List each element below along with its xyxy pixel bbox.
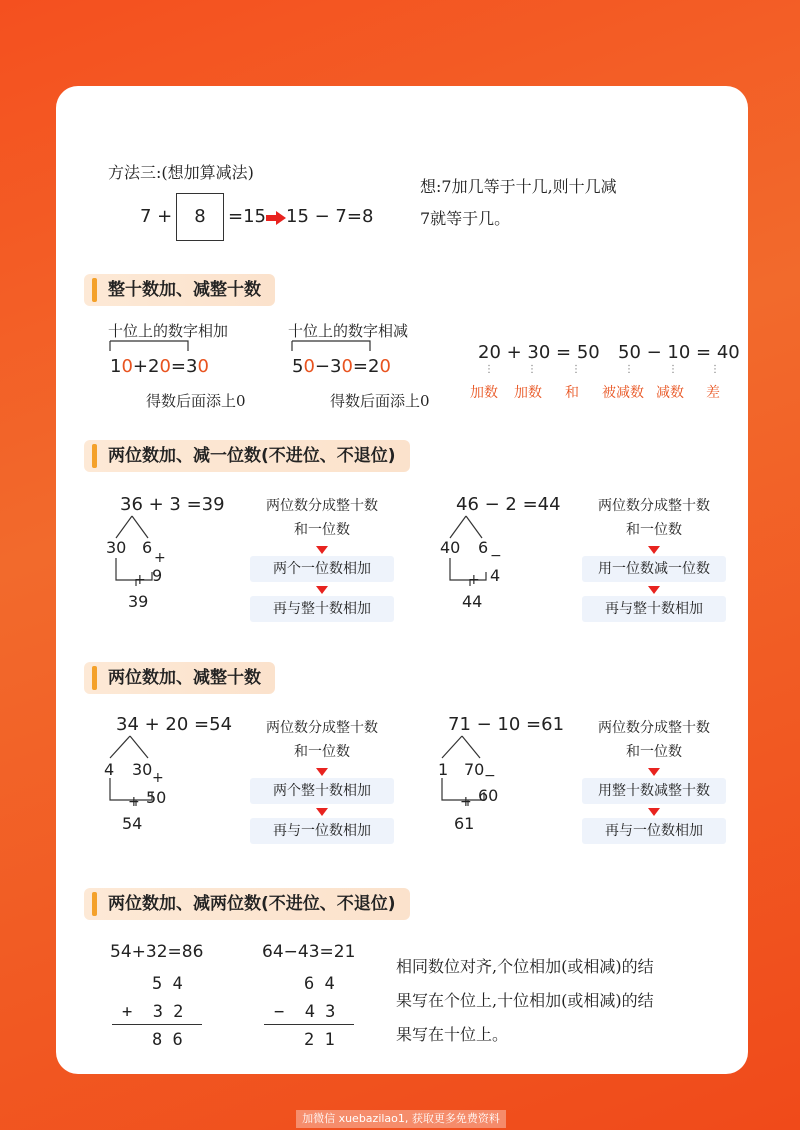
label-sum: 和	[565, 385, 579, 401]
decomp-equation: 34 + 20 =54	[116, 714, 233, 735]
step-flow	[250, 716, 394, 844]
vertical-row: 8 6	[152, 1030, 183, 1050]
decomp-equation: 36 + 3 =39	[120, 494, 225, 515]
vertical-row: 2 1	[304, 1030, 335, 1050]
op-sign: +	[134, 572, 146, 588]
decomp-ones: 30	[132, 760, 153, 779]
vertical-row: − 4 3	[274, 1002, 336, 1022]
step-box: 再与一位数相加	[582, 818, 726, 844]
vertical-add-equation: 54+32=86	[110, 942, 204, 962]
vertical-row: 6 4	[304, 974, 335, 994]
section-title: 两位数加、减两位数(不进位、不退位)	[108, 894, 396, 914]
step-text: 两位数分成整十数	[598, 498, 710, 514]
method3-think-line2: 7就等于几。	[420, 209, 511, 228]
red-arrow-icon	[266, 210, 286, 229]
step-box: 再与整十数相加	[250, 596, 394, 622]
dot-connector: ⋮	[484, 364, 494, 375]
section-title: 两位数加、减一位数(不进位、不退位)	[108, 446, 396, 466]
rule-line: 果写在个位上,十位相加(或相减)的结	[396, 991, 654, 1010]
decomp-partial: 50	[146, 788, 167, 807]
decomp-result: 61	[454, 814, 475, 833]
step-flow	[582, 494, 726, 622]
step-text: 和一位数	[626, 744, 682, 760]
step-text: 两位数分成整十数	[266, 720, 378, 736]
decomp-tens: 30	[106, 538, 127, 557]
answer-box	[176, 193, 224, 241]
decomp-partial: 9	[152, 566, 163, 585]
decomp-ones: 6	[142, 538, 153, 557]
down-arrow-icon	[648, 586, 660, 594]
step-text: 两位数分成整十数	[266, 498, 378, 514]
sub-caption: 十位上的数字相减	[288, 322, 409, 340]
add-eq-zero: 0	[121, 356, 133, 377]
header-bar	[92, 892, 97, 916]
op-sign: −	[484, 768, 496, 784]
label-addend: 加数	[514, 385, 542, 401]
sub-eq-zero: 0	[379, 356, 391, 377]
decomp-equation: 46 − 2 =44	[456, 494, 561, 515]
sub-eq	[292, 356, 391, 377]
dot-connector: ⋮	[668, 364, 678, 375]
down-arrow-icon	[648, 546, 660, 554]
bracket-line	[108, 338, 190, 357]
add-eq-part: +2	[132, 356, 160, 377]
add-example: 20 + 30 = 50	[478, 342, 600, 363]
sum-line	[112, 1024, 202, 1025]
add-eq	[110, 356, 209, 377]
answer-box-value: 8	[194, 206, 206, 227]
section-title: 整十数加、减整十数	[108, 280, 261, 300]
step-text: 和一位数	[626, 522, 682, 538]
bracket-line	[290, 338, 372, 357]
method3-eq-mid: =15	[228, 206, 266, 227]
section-header-3	[84, 662, 275, 694]
decomp-result: 44	[462, 592, 483, 611]
step-text: 和一位数	[294, 744, 350, 760]
sub-eq-part: =2	[352, 356, 380, 377]
decomp-partial: 60	[478, 786, 499, 805]
dot-connector: ⋮	[527, 364, 537, 375]
op-sign: +	[152, 770, 164, 786]
header-bar	[92, 444, 97, 468]
step-box: 用整十数减整十数	[582, 778, 726, 804]
decomp-tens: 4	[104, 760, 115, 779]
decomp-result: 54	[122, 814, 143, 833]
method3-eq-left: 7 +	[140, 206, 173, 227]
add-note: 得数后面添上0	[146, 392, 246, 410]
op-sign: +	[460, 794, 472, 810]
down-arrow-icon	[648, 768, 660, 776]
header-bar	[92, 666, 97, 690]
method3-think-line1: 想:7加几等于十几,则十几减	[420, 177, 617, 196]
section-title: 两位数加、减整十数	[108, 668, 261, 688]
sub-note: 得数后面添上0	[330, 392, 430, 410]
step-text: 和一位数	[294, 522, 350, 538]
decomp-result: 39	[128, 592, 149, 611]
label-difference: 差	[706, 385, 720, 401]
down-arrow-icon	[648, 808, 660, 816]
down-arrow-icon	[316, 546, 328, 554]
add-eq-zero: 0	[159, 356, 171, 377]
step-box: 两个一位数相加	[250, 556, 394, 582]
step-box: 再与整十数相加	[582, 596, 726, 622]
sub-eq-part: −3	[314, 356, 342, 377]
header-bar	[92, 278, 97, 302]
decomp-tens: 40	[440, 538, 461, 557]
dot-connector: ⋮	[571, 364, 581, 375]
op-sign: +	[154, 550, 166, 566]
add-caption: 十位上的数字相加	[108, 322, 229, 340]
rule-text	[396, 950, 654, 1052]
add-eq-part: 1	[110, 356, 122, 377]
decomp-partial: 4	[490, 566, 501, 585]
down-arrow-icon	[316, 586, 328, 594]
label-minuend: 被减数	[602, 385, 644, 401]
step-flow	[250, 494, 394, 622]
add-eq-zero: 0	[197, 356, 209, 377]
sub-eq-part: 5	[292, 356, 304, 377]
decomp-equation: 71 − 10 =61	[448, 714, 565, 735]
step-flow	[582, 716, 726, 844]
step-box: 再与一位数相加	[250, 818, 394, 844]
sub-example: 50 − 10 = 40	[618, 342, 740, 363]
op-sign: +	[468, 572, 480, 588]
down-arrow-icon	[316, 808, 328, 816]
add-eq-part: =3	[170, 356, 198, 377]
decomp-ones: 6	[478, 538, 489, 557]
down-arrow-icon	[316, 768, 328, 776]
vertical-row: + 3 2	[122, 1002, 184, 1022]
rule-line: 果写在十位上。	[396, 1025, 509, 1044]
section-header-2	[84, 440, 410, 472]
vertical-sub-equation: 64−43=21	[262, 942, 356, 962]
method3-title: 方法三:(想加算减法)	[108, 163, 254, 182]
dot-connector: ⋮	[710, 364, 720, 375]
section-header-1	[84, 274, 275, 306]
label-addend: 加数	[470, 385, 498, 401]
step-text: 两位数分成整十数	[598, 720, 710, 736]
decomp-ones: 70	[464, 760, 485, 779]
vertical-row: 5 4	[152, 974, 183, 994]
op-sign: −	[490, 548, 502, 564]
label-subtrahend: 减数	[656, 385, 684, 401]
method3-eq-right: 15 − 7=8	[286, 206, 374, 227]
decomp-tens: 1	[438, 760, 449, 779]
sub-eq-zero: 0	[341, 356, 353, 377]
difference-line	[264, 1024, 354, 1025]
watermark: 加微信 xuebazilao1, 获取更多免费资料	[296, 1110, 506, 1128]
rule-line: 相同数位对齐,个位相加(或相减)的结	[396, 957, 654, 976]
section-header-4	[84, 888, 410, 920]
step-box: 用一位数减一位数	[582, 556, 726, 582]
step-box: 两个整十数相加	[250, 778, 394, 804]
sub-eq-zero: 0	[303, 356, 315, 377]
dot-connector: ⋮	[624, 364, 634, 375]
op-sign: +	[128, 794, 140, 810]
